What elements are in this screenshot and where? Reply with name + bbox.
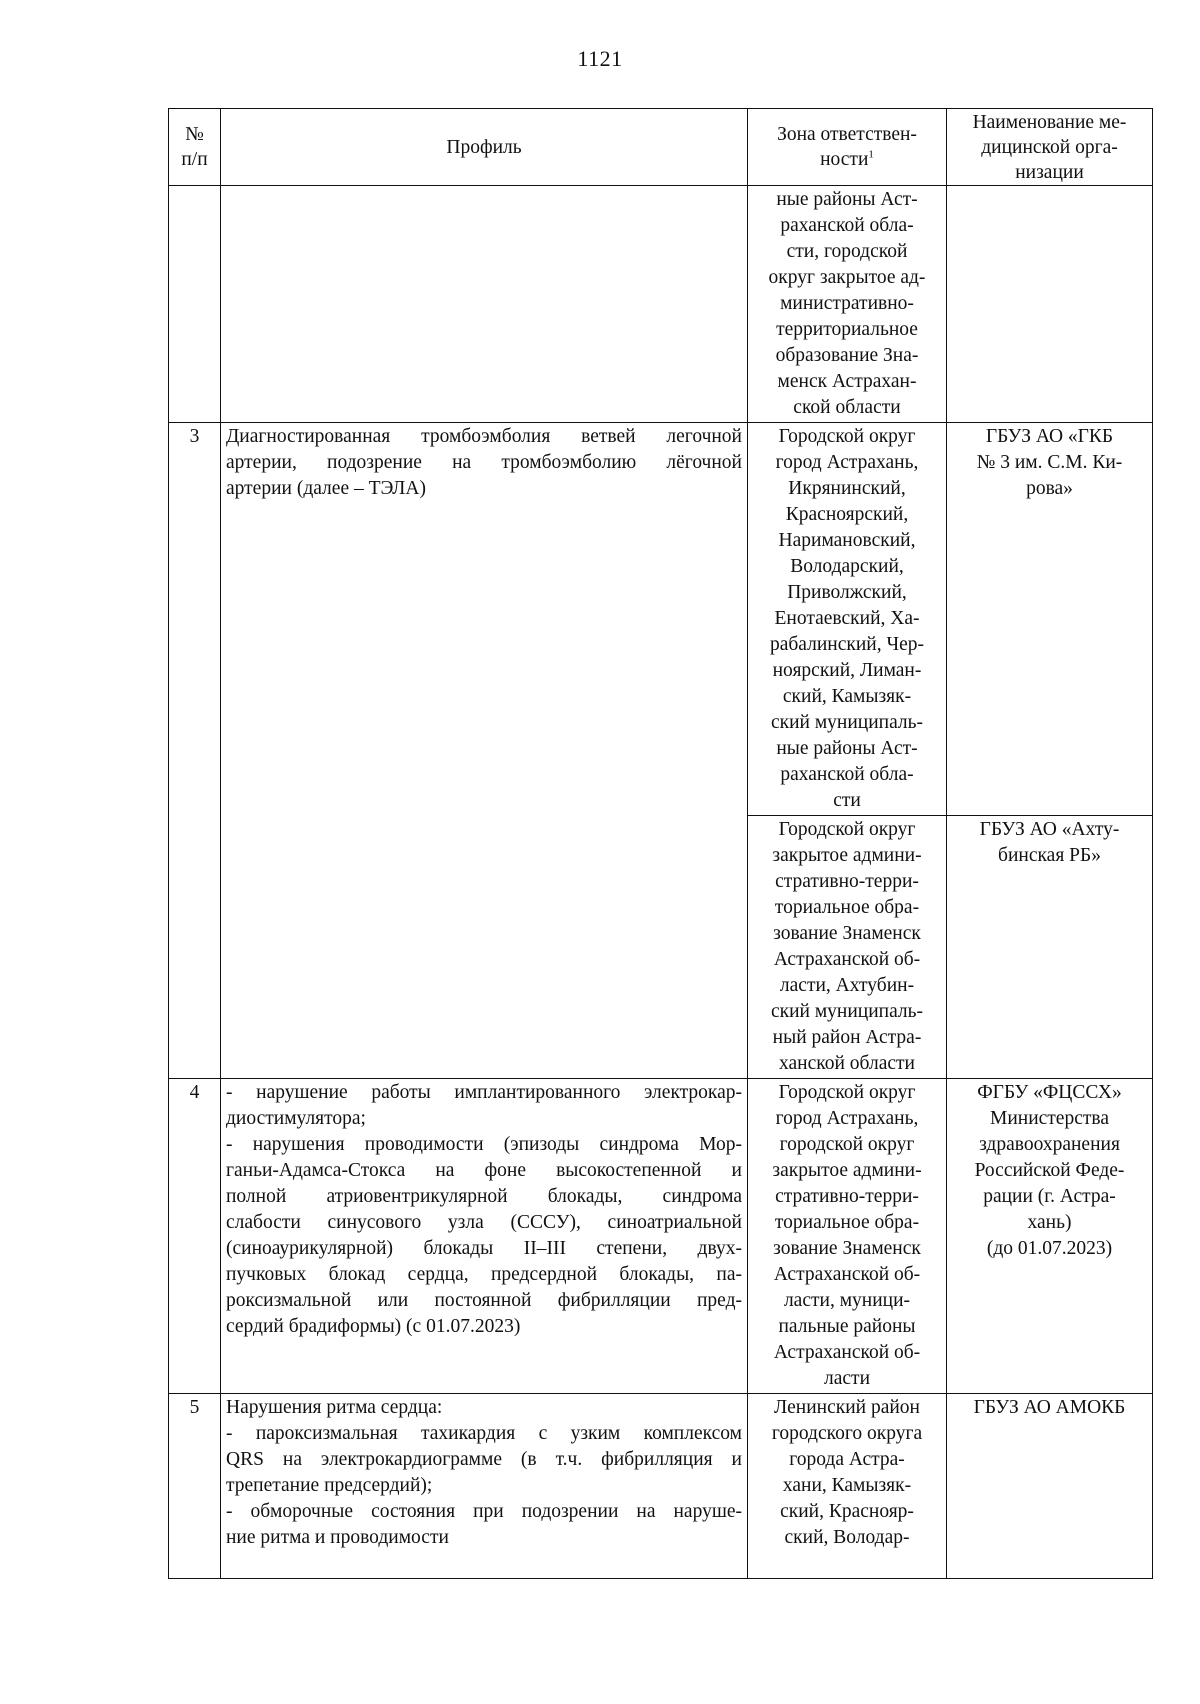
zone-line: городского округа <box>771 1423 923 1444</box>
profile-line: Диагностированная тромбоэмболия ветвей легочной <box>226 426 742 447</box>
zone-line: министративно- <box>780 293 914 314</box>
zone-line: закрытое админи- <box>772 1160 922 1181</box>
zone-line: Енотаевский, Ха- <box>774 608 920 629</box>
zone-cell <box>748 186 947 423</box>
zone-line: раханской обла- <box>780 764 914 785</box>
zone-line: Городской округ <box>778 1082 916 1103</box>
zone-line: ский, Володар- <box>784 1527 910 1548</box>
zone-line: территориальное <box>776 319 918 340</box>
organization-line: Российской Феде- <box>974 1160 1125 1181</box>
zone-line: ский, Краснояр- <box>780 1501 914 1522</box>
zone-line: ные районы Аст- <box>776 189 918 210</box>
zone-line: округ закрытое ад- <box>768 267 926 288</box>
profile-cell <box>221 186 748 423</box>
organization-line: (до 01.07.2023) <box>986 1238 1113 1259</box>
zone-line: ханской области <box>779 1053 915 1074</box>
header-organization-line: дицинской орга- <box>981 136 1118 158</box>
row-number-cell: 3 <box>169 423 221 1079</box>
zone-line: город Астрахань, <box>775 452 919 473</box>
zone-line: Городской округ <box>778 819 916 840</box>
profile-line: ганьи-Адамса-Стокса на фоне высокостепенной и <box>226 1160 742 1181</box>
zone-line: ской области <box>793 397 901 418</box>
profile-line: - пароксизмальная тахикардия с узким комплексом <box>226 1423 742 1444</box>
row-number-cell <box>169 186 221 423</box>
organization-line: Министерства <box>989 1108 1109 1129</box>
header-zone-text: ности <box>820 149 869 170</box>
zone-line: ториальное обра- <box>774 897 920 918</box>
profile-line: артерии, подозрение на тромбоэмболию лёгочной <box>226 452 742 473</box>
zone-line: ные районы Аст- <box>776 738 918 759</box>
zone-cell <box>748 1394 947 1579</box>
zone-line: хани, Камызяк- <box>782 1475 912 1496</box>
organization-line: ФГБУ «ФЦССХ» <box>977 1082 1122 1103</box>
header-zone-line: Зона ответствен- <box>777 124 917 145</box>
zone-line: закрытое админи- <box>772 845 922 866</box>
organization-line: здравоохранения <box>979 1134 1120 1155</box>
profile-line: полной атриовентрикулярной блокады, синдрома <box>226 1186 742 1207</box>
header-profile: Профиль <box>221 109 748 186</box>
profile-line: Нарушения ритма сердца: <box>226 1397 443 1418</box>
zone-line: Астраханской об- <box>773 1264 921 1285</box>
row-number-cell: 5 <box>169 1394 221 1579</box>
profile-line: роксизмальной или постоянной фибрилляции пред- <box>226 1290 742 1311</box>
zone-line: Икрянинский, <box>788 478 906 499</box>
zone-line: Астраханской об- <box>773 1342 921 1363</box>
profile-line: - нарушение работы имплантированного электрокар- <box>226 1082 742 1103</box>
zone-line: сти, городской <box>786 241 908 262</box>
profile-cell <box>221 1394 748 1579</box>
zone-line: ласти, Ахтубин- <box>779 975 915 996</box>
header-organization <box>947 109 1153 186</box>
profile-line: слабости синусового узла (СССУ), синоатриальной <box>226 1212 742 1233</box>
profile-line: сердий брадиформы) (с 01.07.2023) <box>226 1316 521 1337</box>
zone-line: ториальное обра- <box>774 1212 920 1233</box>
footnote-marker: 1 <box>868 148 874 161</box>
zone-line: стративно-терри- <box>775 1186 919 1207</box>
zone-line: ный район Астра- <box>772 1027 922 1048</box>
table-row <box>169 1394 1153 1579</box>
organization-line: рации (г. Астра- <box>983 1186 1116 1207</box>
header-zone-line <box>753 147 941 172</box>
zone-line: Красноярский, <box>785 504 909 525</box>
zone-line: ский, Камызяк- <box>782 686 912 707</box>
table-row <box>169 423 1153 816</box>
organization-cell <box>947 423 1153 816</box>
zone-line: город Астрахань, <box>775 1108 919 1129</box>
row-number-cell: 4 <box>169 1079 221 1394</box>
zone-line: Приволжский, <box>787 582 907 603</box>
zone-line: стративно-терри- <box>775 871 919 892</box>
zone-line: зование Знаменск <box>773 923 921 944</box>
organization-line: № 3 им. С.М. Ки- <box>976 452 1123 473</box>
organization-cell <box>947 186 1153 423</box>
zone-line: сти <box>833 790 861 811</box>
profile-line: - нарушения проводимости (эпизоды синдрома Мор- <box>226 1134 742 1155</box>
organization-cell <box>947 1079 1153 1394</box>
organization-cell <box>947 816 1153 1079</box>
zone-cell <box>748 423 947 816</box>
zone-line: раханской обла- <box>780 215 914 236</box>
profile-line: диостимулятора; <box>226 1108 366 1129</box>
profile-cell <box>221 423 748 1079</box>
zone-line: пальные районы <box>778 1316 916 1337</box>
organization-line: ГБУЗ АО «Ахту- <box>979 819 1120 840</box>
table-row <box>169 1079 1153 1394</box>
profile-line: артерии (далее – ТЭЛА) <box>226 478 426 499</box>
zone-line: городской округ <box>779 1134 915 1155</box>
zone-line: Ленинский район <box>774 1397 920 1418</box>
organization-cell <box>947 1394 1153 1579</box>
organization-line: ГБУЗ АО АМОКБ <box>973 1397 1126 1418</box>
table-row <box>169 186 1153 423</box>
organization-line: рова» <box>1026 478 1073 499</box>
header-zone <box>748 109 947 186</box>
zone-line: ласти, муници- <box>783 1290 911 1311</box>
zone-line: зование Знаменск <box>773 1238 921 1259</box>
profile-cell <box>221 1079 748 1394</box>
organization-line: бинская РБ» <box>998 845 1101 866</box>
zone-line: ласти <box>824 1368 870 1389</box>
zone-line: Астраханской об- <box>773 949 921 970</box>
profile-line: (синоаурикулярной) блокады II–III степени, двух- <box>226 1238 742 1259</box>
zone-line: города Астра- <box>789 1449 905 1470</box>
organization-line: хань) <box>1027 1212 1072 1233</box>
zone-line: менск Астрахан- <box>777 371 917 392</box>
zone-line: Володарский, <box>790 556 904 577</box>
profile-line: QRS на электрокардиограмме (в т.ч. фибрилляция и <box>226 1449 742 1470</box>
profile-line: трепетание предсердий); <box>226 1475 433 1496</box>
header-number <box>169 109 221 186</box>
organization-line: ГБУЗ АО «ГКБ <box>985 426 1114 447</box>
zone-cell <box>748 1079 947 1394</box>
header-number-line: № <box>185 124 204 145</box>
profile-line: ние ритма и проводимости <box>226 1527 449 1548</box>
zone-cell <box>748 816 947 1079</box>
zone-line: рабалинский, Чер- <box>769 634 925 655</box>
zone-line: Наримановский, <box>778 530 916 551</box>
medical-organizations-table <box>168 108 1153 1579</box>
header-number-line: п/п <box>181 149 208 170</box>
page-number: 1121 <box>577 46 623 71</box>
table-header-row <box>169 109 1153 186</box>
profile-line: пучковых блокад сердца, предсердной блокады, па- <box>226 1264 742 1285</box>
zone-line: ский муниципаль- <box>770 712 924 733</box>
zone-line: ноярский, Лиман- <box>772 660 922 681</box>
zone-line: ский муниципаль- <box>770 1001 924 1022</box>
zone-line: Городской округ <box>778 426 916 447</box>
header-organization-line: Наименование ме- <box>972 111 1127 133</box>
profile-line: - обморочные состояния при подозрении на наруше- <box>226 1501 742 1522</box>
zone-line: образование Зна- <box>775 345 919 366</box>
header-organization-line: низации <box>1015 161 1084 183</box>
